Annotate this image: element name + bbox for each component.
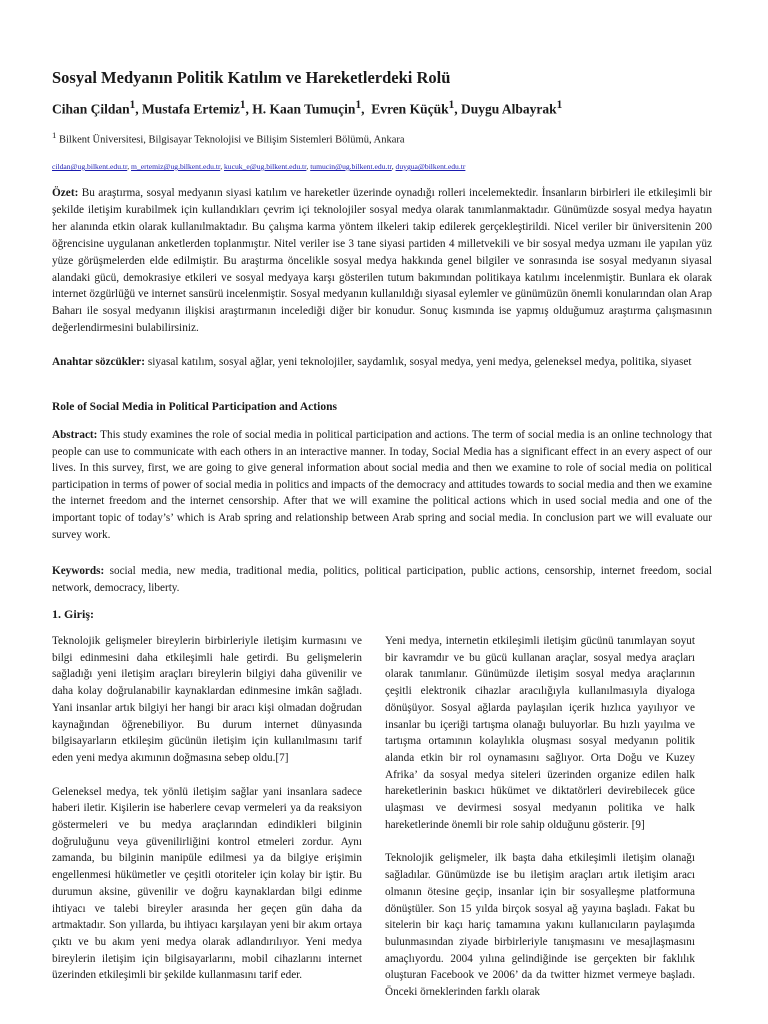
email-link[interactable]: duygua@bilkent.edu.tr — [395, 162, 466, 171]
author-name: Mustafa Ertemiz — [142, 101, 240, 117]
abstract-en-label: Abstract: — [52, 429, 98, 441]
author-sup: 1 — [239, 99, 246, 111]
paragraph: Yeni medya, internetin etkileşimli iletişim gücünü tanımlayan soyut bir kavramdır ve bu gücü kullanan araçlar, sosyal medya araçları olarak tanımlanır. Günümüzde iletişim sosyal medya araçlarının çeşitli elektronik cihazlar aracılığıyla kullanılmasıyla diyaloga dönüşüyor. Sosyal ağlarda paylaşılan içerik hızlıca yayılıyor ve insanlar bu içeriği tartışma olanağı buluyorlar. Bu hızlı yayılma ve tartışma ortamının kolaylıkla oluşması sosyal medyanın politik alanda etkin bir rol oynamasını sağlıyor. Orta Doğu ve Kuzey Afrika’ da sosyal medya siteleri üzerinden organize edilen halk hareketlerinin baskıcı hükümet ve diktatörleri devirebilecek güce ulaşması ve devirmesi sosyal medyanın politika ve halk hareketlerinde önemli bir role sahip olduğunu gösterir. [9] — [385, 635, 695, 831]
author-name: Cihan Çildan — [52, 101, 130, 117]
abstract-en — [52, 427, 712, 543]
affiliation-sup: 1 — [52, 130, 57, 140]
keywords-en-label: Keywords: — [52, 565, 105, 577]
paragraph: Teknolojik gelişmeler bireylerin birbirleriyle iletişim kurmasını ve bilgi edinmesini daha etkileşimli hale getirdi. Bu gelişmelerin sağladığı yeni iletişim araçları bireylerin bilgiyi daha güvenilir ve daha kolay doğrulanabilir kaynaklardan edinmesine imkân sağladı. Yani insanlar artık bilgiyi her hangi bir aracı kişi olmadan doğrudan kaynağından öğrenebiliyor. Bu durum internet dünyasında bilgisayarların etkileşim gücünün iletişim için kullanılmasını tarif eden yeni medya akımının doğmasına sebep oldu.[7] — [52, 635, 362, 764]
author-list: Cihan Çildan$^1$, Mustafa Ertemiz$^1$, H. Kaan Tumuçin$^1$, Evren Küçük$^1$, Duygu Albayrak$^1$ — [52, 99, 563, 117]
email-link[interactable]: m_ertemiz@ug.bilkent.edu.tr — [131, 162, 221, 171]
left-column — [52, 633, 362, 1001]
keywords-tr — [52, 354, 712, 371]
paper-title: Sosyal Medyanın Politik Katılım ve Hareketlerdeki Rolü — [52, 68, 451, 87]
author-sup: 1 — [355, 99, 362, 111]
author-sup: 1 — [129, 99, 136, 111]
author-sup: 1 — [556, 99, 563, 111]
keywords-en — [52, 563, 712, 597]
author-name: H. Kaan Tumuçin — [252, 101, 356, 117]
author-name: Evren Küçük — [371, 101, 449, 117]
abstract-tr-text: Bu araştırma, sosyal medyanın siyasi katılım ve hareketler üzerinde oynadığı rolleri incelemektedir. İnsanların birbirleri ile etkileşimli bir şekilde iletişim kurabilmek için kullandıkları çevrim içi teknolojiler sosyal medya olarak tanımlanmaktadır. Günümüzde sosyal medya hayatın her alanında etkin olarak kullanılmaktadır. Bu çalışma karma yöntem ilkeleri takip edilerek gerçekleştirildi. Nicel veriler bir üniversitenin 200 öğrencisine uygulanan anketlerden toplanmıştır. Nitel veriler ise 3 tane siyasi partiden 4 milletvekili ve bir sosyal medya uzmanı ile yapılan yüz yüze görüşmelerden elde edilmiştir. Bu araştırma öncelikle sosyal medya hakkında genel bilgiler ve sonrasında ise sosyal medyanın siyasal alandaki gücü, demokrasiye etkileri ve sosyal medyaya karşı gösterilen tutum bakımından politikaya katılımı incelenmiştir. Bunlara ek olarak internet özgürlüğü ve internet sansürü incelenmiştir. Sosyal medyanın kullanıldığı siyasal eylemler ve günümüzün önemli konularından olan Arap Baharı ile sosyal medyanın ilişkisi araştırmanın incelediği diğer bir konudur. Sonuç kısmında ise yapmış olduğumuz araştırma çalışmasının değerlendirmesini bulabilirsiniz. — [52, 187, 712, 335]
affiliation-text: Bilkent Üniversitesi, Bilgisayar Teknolojisi ve Bilişim Sistemleri Bölümü, Ankara — [59, 134, 405, 146]
paragraph: Geleneksel medya, tek yönlü iletişim sağlar yani insanlara sadece haberi iletir. Kişilerin ise haberlere cevap vermeleri ya da reaksiyon göstermeleri ve bu medya araçlarından edindikleri bilginin doğruluğunu veya güvenilirliğini kontrol etmeleri zordur. Aynı zamanda, bu bilginin manipüle edilmesi ya da bilgiye erişimin engellenmesi hükümetler ve çeşitli otoriteler için kolay bir iştir. Bu durumun aksine, güvenilir ve doğru kaynaklardan bilgi edinme ihtiyacı ve talebi bireyler arasında her geçen gün daha da artmaktadır. Son yıllarda, bu ihtiyacı karşılayan yeni bir akım ortaya çıktı ve bu akım yeni medya olarak adlandırılıyor. Yeni medya bireylerin iletişim için bilgisayarlarını, mobil cihazlarını internet üzerinden etkileşimli bir şekilde kullanmasını tarif eder. — [52, 785, 362, 982]
author-name: Duygu Albayrak — [460, 101, 557, 117]
paragraph: Teknolojik gelişmeler, ilk başta daha etkileşimli iletişim olanağı sağladılar. Günümüzde ise bu iletişim araçları artık iletişim aracı olmanın ötesine geçip, insanlar için bir sosyalleşme platformuna dönüştüler. Son 15 yılda birçok sosyal ağ yayına başladı. Fakat bu sitelerin bir kaçı hariç tamamına yakını kullanıcıların paylaşımda bulunmasından ziyade birbirleriyle tanışmasını ve mesajlaşmasını amaçlıyordu. 2004 yılına gelindiğinde ise gerçekten bir faklılık oluşturan Facebook ve 2006’ da da twitter hizmet vermeye başladı. Önceki örneklerinden farklı olarak — [385, 852, 695, 999]
section-title: 1. Giriş: — [52, 607, 94, 621]
affiliation — [52, 130, 405, 146]
keywords-en-text: social media, new media, traditional media, politics, political participation, public actions, censorship, internet freedom, social network, democracy, liberty. — [52, 565, 712, 594]
abstract-tr-label: Özet: — [52, 187, 79, 199]
keywords-tr-label: Anahtar sözcükler: — [52, 356, 145, 368]
email-link[interactable]: cildan@ug.bilkent.edu.tr — [52, 162, 128, 171]
english-title: Role of Social Media in Political Participation and Actions — [52, 401, 337, 413]
abstract-en-text: This study examines the role of social media in political participation and actions. The term of social media is an online technology that people can use to communicate with each others in an interactive manner. In today, Social Media has a significant effect in an every aspect of our lives. In this survey, first, we are going to give general information about social media and then we examine to role of social media on political participation in terms of power of social media in politics and impacts of the democracy and attitudes towards to social media and then we examine the internet freedom and the internet censorship. After that we will examine the political actions which in used social media and one of the important topic of today’s’ which is Arab spring and relationship between Arab spring and social media. In conclusion part we will evaluate our survey work. — [52, 429, 712, 541]
right-column — [385, 633, 695, 1018]
author-sup: 1 — [448, 99, 455, 111]
email-link[interactable]: kucuk_e@ug.bilkent.edu.tr — [223, 162, 307, 171]
email-list: cildan@ug.bilkent.edu.tr, m_ertemiz@ug.bilkent.edu.tr, kucuk_e@ug.bilkent.edu.tr, tumucin@ug.bilkent.edu.tr, duygua@bilkent.edu.tr — [52, 162, 466, 171]
abstract-tr — [52, 185, 712, 337]
keywords-tr-text: siyasal katılım, sosyal ağlar, yeni teknolojiler, saydamlık, sosyal medya, yeni medya, geleneksel medya, politika, siyaset — [147, 356, 692, 368]
email-link[interactable]: tumucin@ug.bilkent.edu.tr — [310, 162, 392, 171]
